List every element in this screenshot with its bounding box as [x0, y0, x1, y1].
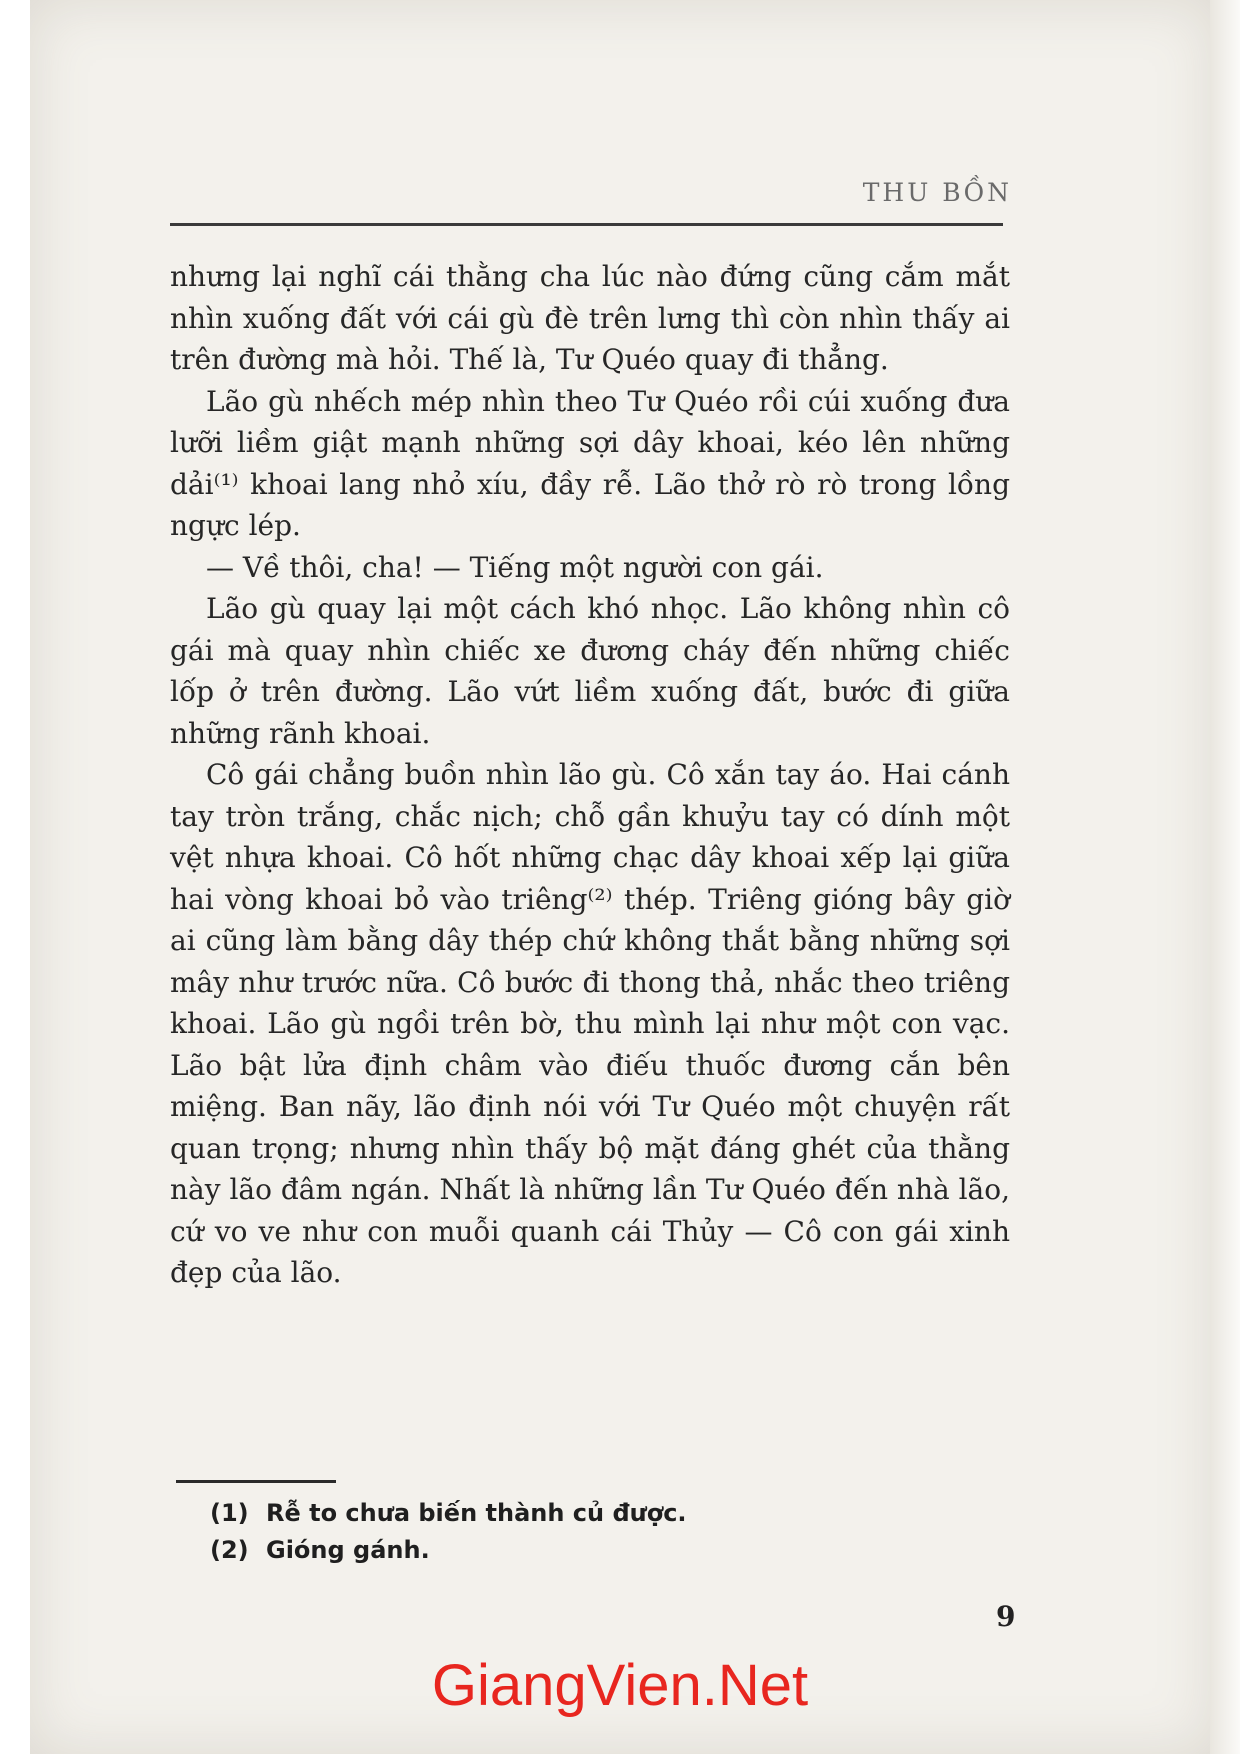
paragraph: Cô gái chẳng buồn nhìn lão gù. Cô xắn tay áo. Hai cánh tay tròn trắng, chắc nịch; chỗ gần khuỷu tay có dính một vệt nhựa khoai. Cô hốt những chạc dây khoai xếp lại giữa hai vòng khoai bỏ vào triêng⁽²⁾ thép. Triêng gióng bây giờ ai cũng làm bằng dây thép chứ không thắt bằng những sợi mây như trước nữa. Cô bước đi thong thả, nhắc theo triêng khoai. Lão gù ngồi trên bờ, thu mình lại như một con vạc. Lão bật lửa định châm vào điếu thuốc đương cắn bên miệng. Ban nãy, lão định nói với Tư Quéo một chuyện rất quan trọng; nhưng nhìn thấy bộ mặt đáng ghét của thằng này lão đâm ngán. Nhất là những lần Tư Quéo đến nhà lão, cứ vo ve như con muỗi quanh cái Thủy — Cô con gái xinh đẹp của lão. — [170, 758, 1010, 1289]
page-number: 9 — [996, 1600, 1016, 1633]
paragraph: Lão gù nhếch mép nhìn theo Tư Quéo rồi cúi xuống đưa lưỡi liềm giật mạnh những sợi dây khoai, kéo lên những dải⁽¹⁾ khoai lang nhỏ xíu, đầy rễ. Lão thở rò rò trong lồng ngực lép. — [170, 384, 1010, 542]
footnote-text: Rễ to chưa biến thành củ được. — [266, 1499, 687, 1527]
watermark: GiangVien.Net — [431, 1653, 809, 1718]
footnote-text: Gióng gánh. — [266, 1536, 430, 1564]
body-text — [170, 256, 1010, 1294]
footnotes — [210, 1495, 910, 1569]
footnote — [210, 1495, 910, 1532]
header-rule — [170, 223, 1003, 226]
paragraph: Lão gù quay lại một cách khó nhọc. Lão không nhìn cô gái mà quay nhìn chiếc xe đương cháy đến những chiếc lốp ở trên đường. Lão vứt liềm xuống đất, bước đi giữa những rãnh khoai. — [170, 592, 1010, 750]
footnote-rule — [176, 1480, 336, 1483]
paragraph: nhưng lại nghĩ cái thằng cha lúc nào đứng cũng cắm mắt nhìn xuống đất với cái gù đè trên lưng thì còn nhìn thấy ai trên đường mà hỏi. Thế là, Tư Quéo quay đi thẳng. — [170, 260, 1010, 376]
footnote-number: (1) — [210, 1499, 249, 1527]
footnote — [210, 1532, 910, 1569]
footnote-number: (2) — [210, 1536, 249, 1564]
paragraph: — Về thôi, cha! — Tiếng một người con gái. — [206, 550, 824, 584]
running-head: THU BỒN — [862, 178, 1012, 207]
page-edge — [1210, 0, 1240, 1754]
